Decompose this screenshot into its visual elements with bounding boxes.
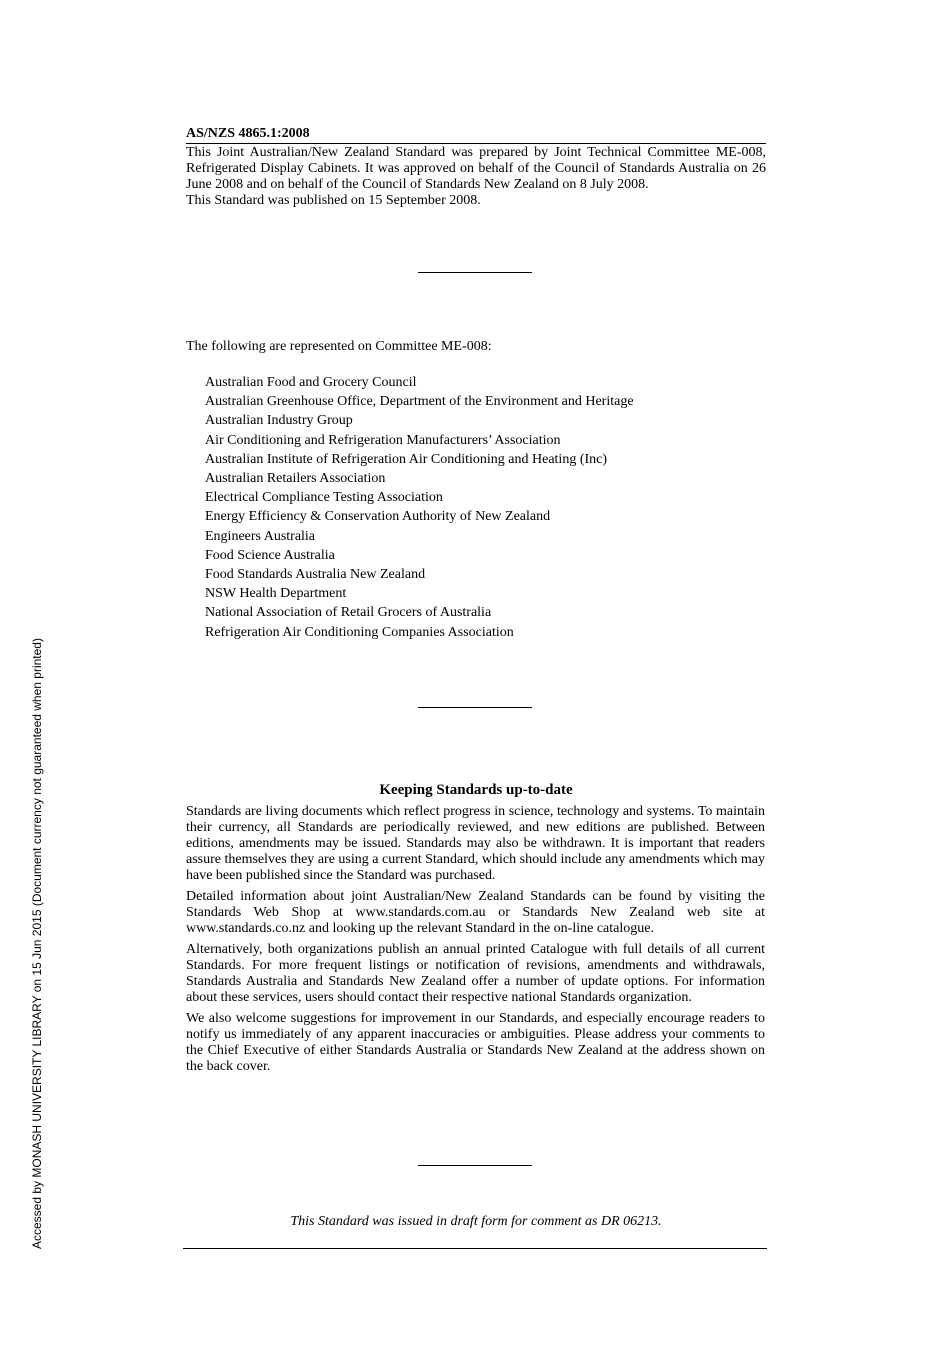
section-divider [418,272,532,273]
body-paragraph: Alternatively, both organizations publish an annual printed Catalogue with full details of all current Standards. For more frequent listings or notification of revisions, amendments and withdrawals, Standards Australia and Standards New Zealand offer a number of update options. For information about these services, users should contact their respective national Standards organization. [186,942,765,1005]
list-item: Air Conditioning and Refrigeration Manufacturers’ Association [205,432,561,448]
list-item: Refrigeration Air Conditioning Companies Association [205,624,514,640]
list-item: Food Standards Australia New Zealand [205,567,426,583]
keeping-standards-body [186,804,765,1080]
footer-rule [183,1248,767,1249]
list-item: Energy Efficiency & Conservation Authority of New Zealand [205,509,551,525]
list-item: Australian Greenhouse Office, Department of the Environment and Heritage [205,394,634,410]
publication-date: This Standard was published on 15 September 2008. [186,193,481,208]
access-watermark: Accessed by MONASH UNIVERSITY LIBRARY on 15 Jun 2015 (Document currency not guaranteed when printed) [30,638,44,1249]
list-item: Australian Industry Group [205,413,353,429]
list-item: Australian Food and Grocery Council [205,375,417,390]
section-divider [418,707,532,708]
body-paragraph: Detailed information about joint Australian/New Zealand Standards can be found by visiting the Standards Web Shop at www.standards.com.au or Standards New Zealand web site at www.standards.co.nz and looking up the relevant Standard in the on-line catalogue. [186,889,765,936]
draft-note: This Standard was issued in draft form for comment as DR 06213. [290,1214,662,1229]
document-id: AS/NZS 4865.1:2008 [186,126,766,144]
keeping-standards-heading: Keeping Standards up-to-date [379,782,573,798]
list-item: Food Science Australia [205,547,335,563]
list-item: Australian Institute of Refrigeration Air Conditioning and Heating (Inc) [205,451,608,467]
list-item: National Association of Retail Grocers of Australia [205,605,492,621]
committee-intro: The following are represented on Committee ME-008: [186,339,492,354]
body-paragraph: Standards are living documents which reflect progress in science, technology and systems. To maintain their currency, all Standards are periodically reviewed, and new editions are published. Between editions, amendments may be issued. Standards may also be withdrawn. It is important that readers assure themselves they are using a current Standard, which should include any amendments which may have been published since the Standard was purchased. [186,804,765,883]
preparation-paragraph: This Joint Australian/New Zealand Standard was prepared by Joint Technical Committee ME-008, Refrigerated Display Cabinets. It was approved on behalf of the Council of Standards Australia on 26 June 2008 and on behalf of the Council of Standards New Zealand on 8 July 2008. [186,145,766,192]
committee-organization-list [205,373,765,642]
body-paragraph: We also welcome suggestions for improvement in our Standards, and especially encourage readers to notify us immediately of any apparent inaccuracies or ambiguities. Please address your comments to the Chief Executive of either Standards Australia or Standards New Zealand at the address shown on the back cover. [186,1011,765,1074]
section-divider [418,1165,532,1166]
list-item: Electrical Compliance Testing Association [205,490,443,506]
list-item: NSW Health Department [205,586,347,602]
list-item: Engineers Australia [205,528,316,544]
list-item: Australian Retailers Association [205,471,386,487]
preparation-section [186,145,766,209]
